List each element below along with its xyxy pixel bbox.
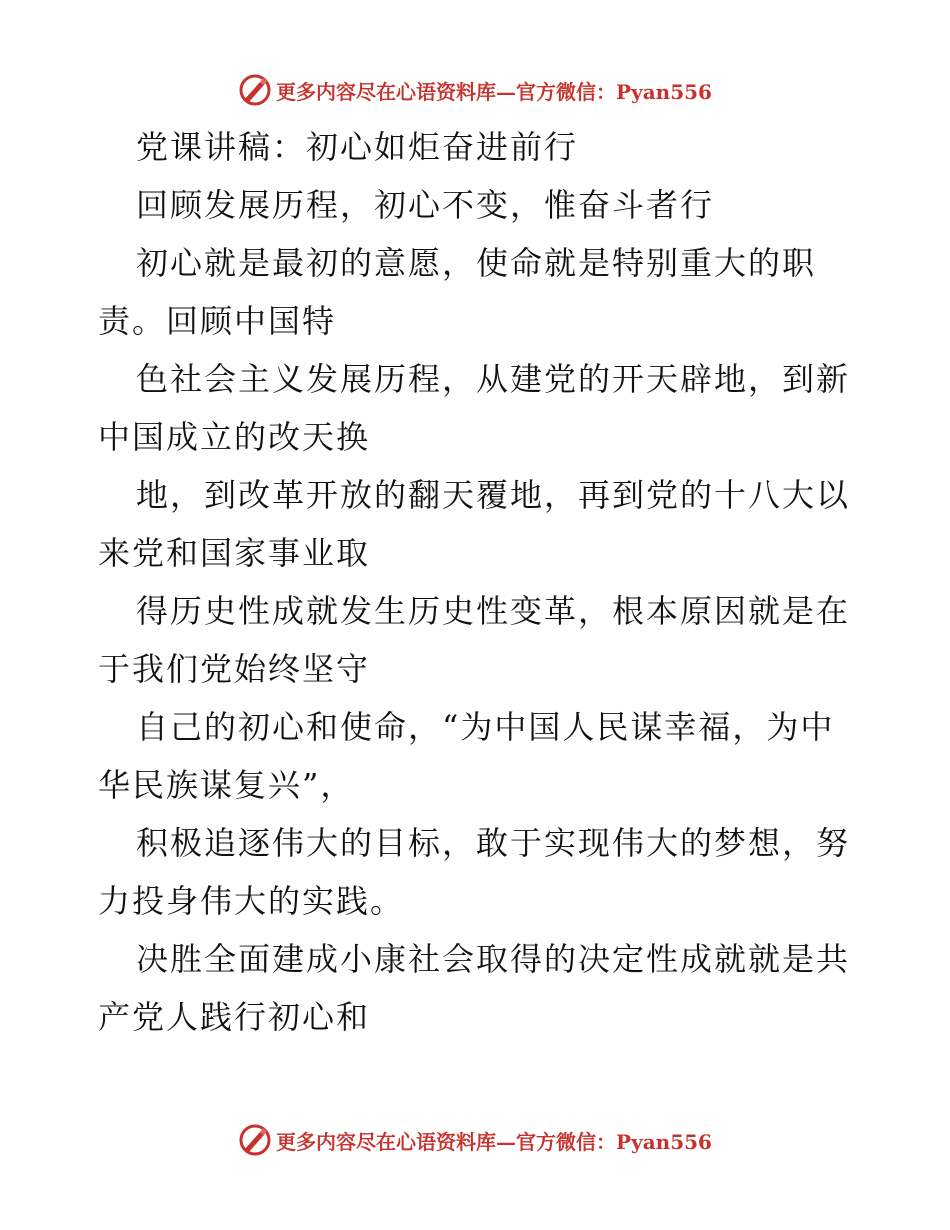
- pen-circle-logo-icon: [238, 73, 272, 107]
- text-line: 华民族谋复兴”，: [98, 766, 355, 804]
- text-line: 于我们党始终坚守: [98, 650, 371, 688]
- text-line: 地，到改革开放的翻天覆地，再到党的十八大以: [136, 476, 851, 514]
- text-line: 党课讲稿：初心如炬奋进前行: [136, 128, 579, 166]
- document-body: [98, 118, 858, 1046]
- text-line: 色社会主义发展历程，从建党的开天辟地，到新: [136, 360, 851, 398]
- pen-circle-logo-icon: [238, 1123, 272, 1157]
- text-line: 中国成立的改天换: [98, 418, 371, 456]
- text-line: 得历史性成就发生历史性变革，根本原因就是在: [136, 592, 851, 630]
- text-line: 责。回顾中国特: [98, 302, 337, 340]
- text-line: 产党人践行初心和: [98, 998, 371, 1036]
- text-line: 初心就是最初的意愿，使命就是特别重大的职: [136, 244, 817, 282]
- banner-text: 更多内容尽在心语资料库—官方微信：Pyan556: [276, 1129, 712, 1154]
- header-banner: [0, 70, 950, 110]
- banner-text: 更多内容尽在心语资料库—官方微信：Pyan556: [276, 79, 712, 104]
- text-line: 力投身伟大的实践。: [98, 882, 405, 920]
- text-line: 积极追逐伟大的目标，敢于实现伟大的梦想，努: [136, 824, 851, 862]
- text-line: 来党和国家事业取: [98, 534, 371, 572]
- footer-banner: [0, 1120, 950, 1160]
- text-line: 回顾发展历程，初心不变，惟奋斗者行: [136, 186, 715, 224]
- text-line: 自己的初心和使命，“为中国人民谋幸福，为中: [136, 708, 835, 746]
- text-line: 决胜全面建成小康社会取得的决定性成就就是共: [136, 940, 851, 978]
